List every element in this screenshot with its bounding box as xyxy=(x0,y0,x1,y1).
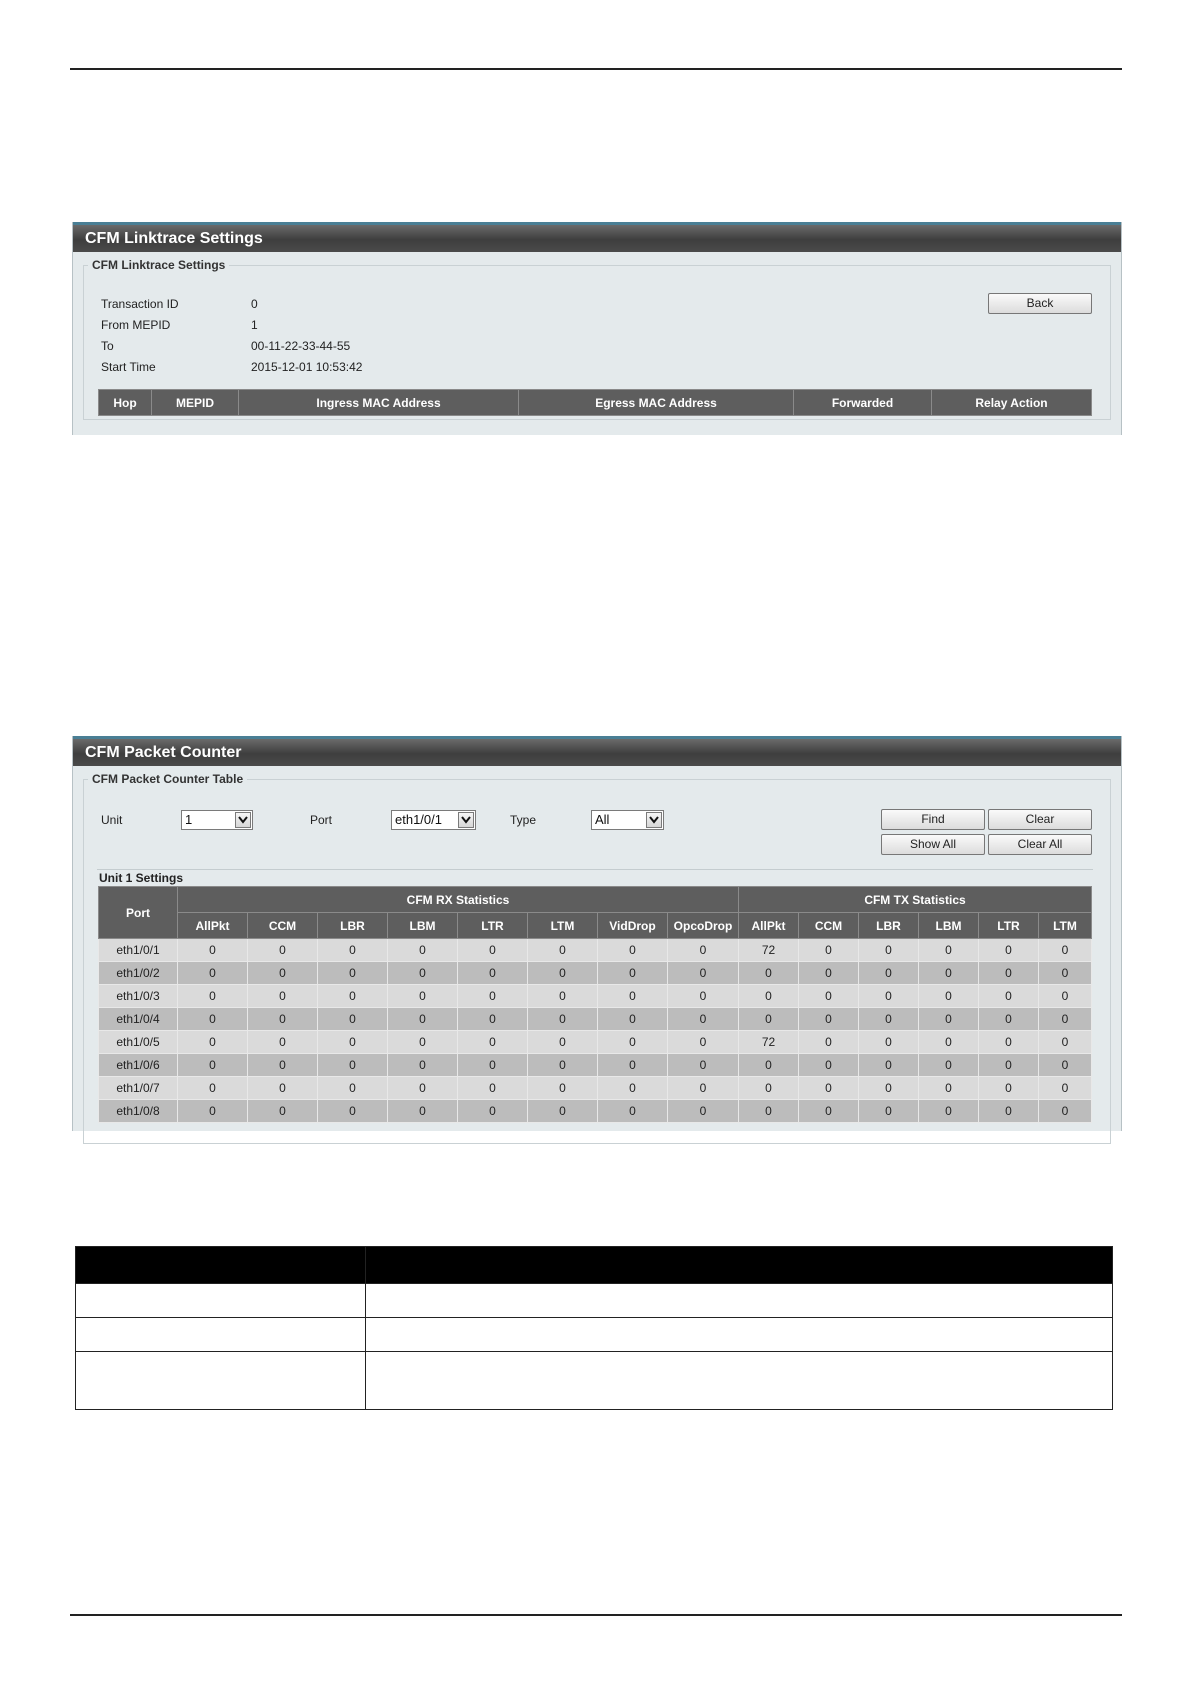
counter-cell: 0 xyxy=(1039,1008,1092,1031)
counter-cell: 0 xyxy=(668,1100,739,1123)
settings-divider xyxy=(97,869,1093,870)
counter-cell: 0 xyxy=(979,1077,1039,1100)
header-rule xyxy=(70,68,1122,70)
counter-cell: 0 xyxy=(178,985,248,1008)
counter-cell: 0 xyxy=(178,1054,248,1077)
linktrace-panel xyxy=(72,222,1122,435)
counter-cell: 0 xyxy=(458,1054,528,1077)
counter-cell: 0 xyxy=(248,962,318,985)
port-select[interactable] xyxy=(391,810,476,830)
counter-cell: 0 xyxy=(248,1077,318,1100)
type-label: Type xyxy=(510,813,537,827)
start-time-label: Start Time xyxy=(101,360,156,374)
chevron-down-icon xyxy=(646,812,662,828)
description-table-row xyxy=(76,1352,1113,1410)
col-egress-mac: Egress MAC Address xyxy=(519,390,794,416)
port-cell: eth1/0/6 xyxy=(99,1054,178,1077)
col-tx-ltm: LTM xyxy=(1039,913,1092,939)
counter-cell: 0 xyxy=(248,1031,318,1054)
parameter-cell xyxy=(76,1318,366,1352)
to-value: 00-11-22-33-44-55 xyxy=(251,339,351,353)
clear-button[interactable]: Clear xyxy=(988,809,1092,830)
counter-cell: 0 xyxy=(248,939,318,962)
counter-cell: 0 xyxy=(178,1031,248,1054)
col-port: Port xyxy=(99,887,178,939)
counter-cell: 0 xyxy=(528,1054,598,1077)
counter-cell: 0 xyxy=(318,939,388,962)
counter-cell: 0 xyxy=(1039,939,1092,962)
counter-cell: 0 xyxy=(1039,1031,1092,1054)
port-select-value: eth1/0/1 xyxy=(395,812,442,827)
counter-cell: 0 xyxy=(528,1008,598,1031)
from-mepid-label: From MEPID xyxy=(101,318,171,332)
description-table-row xyxy=(76,1284,1113,1318)
col-rx-viddrop: VidDrop xyxy=(598,913,668,939)
back-button[interactable]: Back xyxy=(988,293,1092,314)
counter-cell: 0 xyxy=(528,962,598,985)
counter-cell: 0 xyxy=(318,1008,388,1031)
unit-settings-label: Unit 1 Settings xyxy=(99,871,184,885)
counter-panel xyxy=(72,736,1122,1131)
table-row xyxy=(99,962,1092,985)
counter-cell: 0 xyxy=(318,1054,388,1077)
clear-all-button[interactable]: Clear All xyxy=(988,834,1092,855)
show-all-button[interactable]: Show All xyxy=(881,834,985,855)
table-row xyxy=(99,985,1092,1008)
col-rx-opcodrop: OpcoDrop xyxy=(668,913,739,939)
counter-cell: 0 xyxy=(919,985,979,1008)
port-cell: eth1/0/4 xyxy=(99,1008,178,1031)
counter-cell: 0 xyxy=(799,1054,859,1077)
counter-cell: 0 xyxy=(799,962,859,985)
counter-cell: 0 xyxy=(799,1031,859,1054)
counter-cell: 0 xyxy=(919,939,979,962)
description-header-cell xyxy=(366,1247,1113,1284)
counter-cell: 0 xyxy=(388,1077,458,1100)
counter-group-legend: CFM Packet Counter Table xyxy=(92,772,244,786)
col-tx-lbm: LBM xyxy=(919,913,979,939)
counter-cell: 0 xyxy=(178,1008,248,1031)
counter-cell: 0 xyxy=(668,1077,739,1100)
parameter-cell xyxy=(76,1284,366,1318)
counter-cell: 0 xyxy=(528,1100,598,1123)
linktrace-group-legend: CFM Linktrace Settings xyxy=(92,258,226,272)
port-cell: eth1/0/3 xyxy=(99,985,178,1008)
counter-cell: 0 xyxy=(598,939,668,962)
counter-cell: 0 xyxy=(859,939,919,962)
counter-cell: 0 xyxy=(178,1077,248,1100)
counter-cell: 0 xyxy=(979,1031,1039,1054)
unit-select-value: 1 xyxy=(185,812,193,827)
chevron-down-icon xyxy=(458,812,474,828)
table-row xyxy=(99,939,1092,962)
counter-cell: 0 xyxy=(919,1031,979,1054)
counter-cell: 0 xyxy=(388,985,458,1008)
counter-cell: 0 xyxy=(178,1100,248,1123)
port-cell: eth1/0/8 xyxy=(99,1100,178,1123)
counter-cell: 0 xyxy=(1039,1100,1092,1123)
counter-cell: 0 xyxy=(979,939,1039,962)
counter-cell: 0 xyxy=(799,939,859,962)
col-hop: Hop xyxy=(99,390,152,416)
description-table xyxy=(75,1246,1113,1410)
type-select[interactable] xyxy=(591,810,664,830)
counter-cell: 0 xyxy=(248,1100,318,1123)
counter-cell: 0 xyxy=(388,962,458,985)
counter-cell: 0 xyxy=(248,1008,318,1031)
start-time-value: 2015-12-01 10:53:42 xyxy=(251,360,363,374)
counter-cell: 0 xyxy=(668,1054,739,1077)
counter-cell: 0 xyxy=(318,1031,388,1054)
counter-cell: 0 xyxy=(799,985,859,1008)
counter-cell: 0 xyxy=(458,1077,528,1100)
counter-cell: 0 xyxy=(598,1100,668,1123)
counter-cell: 0 xyxy=(388,1008,458,1031)
table-row xyxy=(99,1054,1092,1077)
counter-cell: 0 xyxy=(739,1100,799,1123)
counter-cell: 0 xyxy=(979,1008,1039,1031)
counter-cell: 0 xyxy=(668,1031,739,1054)
counter-cell: 0 xyxy=(919,1100,979,1123)
to-label: To xyxy=(101,339,114,353)
port-cell: eth1/0/5 xyxy=(99,1031,178,1054)
port-cell: eth1/0/1 xyxy=(99,939,178,962)
counter-cell: 0 xyxy=(859,962,919,985)
counter-cell: 0 xyxy=(1039,985,1092,1008)
counter-cell: 0 xyxy=(1039,962,1092,985)
col-tx-ltr: LTR xyxy=(979,913,1039,939)
counter-cell: 0 xyxy=(528,985,598,1008)
counter-cell: 72 xyxy=(739,1031,799,1054)
counter-cell: 0 xyxy=(388,1031,458,1054)
rx-statistics-header: CFM RX Statistics xyxy=(178,887,739,913)
unit-label: Unit xyxy=(101,813,123,827)
counter-cell: 0 xyxy=(458,1008,528,1031)
counter-cell: 0 xyxy=(528,1077,598,1100)
col-rx-ltr: LTR xyxy=(458,913,528,939)
linktrace-panel-title: CFM Linktrace Settings xyxy=(73,222,1121,252)
footer-rule xyxy=(70,1614,1122,1616)
counter-cell: 0 xyxy=(1039,1077,1092,1100)
counter-cell: 0 xyxy=(318,1100,388,1123)
counter-cell: 0 xyxy=(458,939,528,962)
parameter-header-cell xyxy=(76,1247,366,1284)
col-rx-allpkt: AllPkt xyxy=(178,913,248,939)
find-button[interactable]: Find xyxy=(881,809,985,830)
counter-cell: 72 xyxy=(739,939,799,962)
linktrace-table xyxy=(98,389,1092,416)
description-cell xyxy=(366,1284,1113,1318)
counter-cell: 0 xyxy=(919,1008,979,1031)
col-rx-lbr: LBR xyxy=(318,913,388,939)
counter-cell: 0 xyxy=(668,1008,739,1031)
counter-cell: 0 xyxy=(859,1100,919,1123)
counter-cell: 0 xyxy=(598,962,668,985)
table-row xyxy=(99,1031,1092,1054)
counter-cell: 0 xyxy=(598,985,668,1008)
chevron-down-icon xyxy=(235,812,251,828)
description-table-header xyxy=(76,1247,1113,1284)
transaction-id-value: 0 xyxy=(251,297,258,311)
table-row xyxy=(99,1077,1092,1100)
counter-cell: 0 xyxy=(178,962,248,985)
port-label: Port xyxy=(310,813,333,827)
counter-cell: 0 xyxy=(739,1077,799,1100)
counter-cell: 0 xyxy=(799,1100,859,1123)
counter-table xyxy=(98,886,1092,1123)
col-rx-lbm: LBM xyxy=(388,913,458,939)
counter-cell: 0 xyxy=(739,962,799,985)
col-tx-ccm: CCM xyxy=(799,913,859,939)
col-rx-ccm: CCM xyxy=(248,913,318,939)
counter-table-body xyxy=(99,939,1092,1123)
counter-cell: 0 xyxy=(859,1054,919,1077)
counter-cell: 0 xyxy=(388,939,458,962)
tx-statistics-header: CFM TX Statistics xyxy=(739,887,1092,913)
col-tx-allpkt: AllPkt xyxy=(739,913,799,939)
counter-cell: 0 xyxy=(799,1008,859,1031)
counter-cell: 0 xyxy=(859,1031,919,1054)
counter-panel-title: CFM Packet Counter xyxy=(73,736,1121,766)
from-mepid-value: 1 xyxy=(251,318,258,332)
counter-cell: 0 xyxy=(598,1077,668,1100)
counter-cell: 0 xyxy=(739,1054,799,1077)
counter-cell: 0 xyxy=(979,1054,1039,1077)
counter-cell: 0 xyxy=(919,1054,979,1077)
port-cell: eth1/0/7 xyxy=(99,1077,178,1100)
counter-cell: 0 xyxy=(528,939,598,962)
col-forwarded: Forwarded xyxy=(794,390,932,416)
counter-cell: 0 xyxy=(979,1100,1039,1123)
counter-cell: 0 xyxy=(318,962,388,985)
counter-cell: 0 xyxy=(528,1031,598,1054)
col-tx-lbr: LBR xyxy=(859,913,919,939)
counter-cell: 0 xyxy=(859,985,919,1008)
counter-cell: 0 xyxy=(598,1054,668,1077)
counter-cell: 0 xyxy=(248,1054,318,1077)
counter-cell: 0 xyxy=(739,1008,799,1031)
counter-cell: 0 xyxy=(919,1077,979,1100)
counter-cell: 0 xyxy=(598,1008,668,1031)
counter-cell: 0 xyxy=(458,962,528,985)
table-row xyxy=(99,1008,1092,1031)
description-table-row xyxy=(76,1318,1113,1352)
counter-cell: 0 xyxy=(458,1100,528,1123)
col-rx-ltm: LTM xyxy=(528,913,598,939)
counter-cell: 0 xyxy=(1039,1054,1092,1077)
counter-cell: 0 xyxy=(178,939,248,962)
counter-cell: 0 xyxy=(979,962,1039,985)
counter-cell: 0 xyxy=(859,1077,919,1100)
counter-cell: 0 xyxy=(458,1031,528,1054)
transaction-id-label: Transaction ID xyxy=(101,297,179,311)
counter-cell: 0 xyxy=(458,985,528,1008)
counter-cell: 0 xyxy=(318,985,388,1008)
counter-cell: 0 xyxy=(598,1031,668,1054)
col-ingress-mac: Ingress MAC Address xyxy=(239,390,519,416)
counter-cell: 0 xyxy=(979,985,1039,1008)
counter-cell: 0 xyxy=(668,939,739,962)
counter-cell: 0 xyxy=(248,985,318,1008)
counter-cell: 0 xyxy=(388,1054,458,1077)
port-cell: eth1/0/2 xyxy=(99,962,178,985)
counter-cell: 0 xyxy=(799,1077,859,1100)
col-mepid: MEPID xyxy=(152,390,239,416)
counter-cell: 0 xyxy=(388,1100,458,1123)
counter-cell: 0 xyxy=(668,962,739,985)
table-row xyxy=(99,1100,1092,1123)
counter-cell: 0 xyxy=(668,985,739,1008)
parameter-cell xyxy=(76,1352,366,1410)
counter-cell: 0 xyxy=(318,1077,388,1100)
description-cell xyxy=(366,1318,1113,1352)
type-select-value: All xyxy=(595,812,610,827)
col-relay-action: Relay Action xyxy=(932,390,1092,416)
counter-cell: 0 xyxy=(919,962,979,985)
unit-select[interactable] xyxy=(181,810,253,830)
counter-cell: 0 xyxy=(739,985,799,1008)
counter-cell: 0 xyxy=(859,1008,919,1031)
description-cell xyxy=(366,1352,1113,1410)
